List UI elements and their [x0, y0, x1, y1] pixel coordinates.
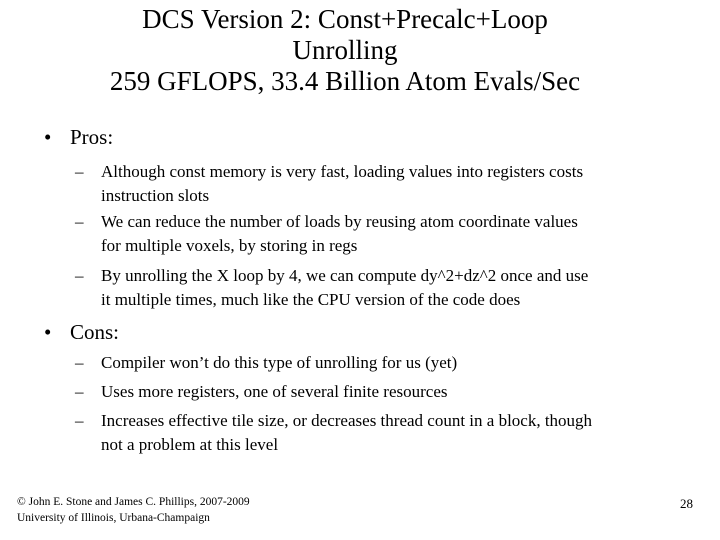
cons-label: Cons: — [70, 320, 120, 344]
bullet-dot-icon: • — [44, 125, 52, 149]
dash-icon: – — [75, 382, 84, 401]
dash-icon: – — [75, 212, 84, 231]
cons-item-1 — [75, 351, 700, 375]
bullet-dot-icon: • — [44, 320, 52, 344]
pros-item-3-line-1: By unrolling the X loop by 4, we can compute dy^2+dz^2 once and use — [101, 266, 589, 285]
slide-title — [0, 4, 690, 97]
pros-item-2-line-1: We can reduce the number of loads by reusing atom coordinate values — [101, 212, 578, 231]
pros-item-1-line-2: instruction slots — [101, 186, 210, 205]
cons-item-3-line-2: not a problem at this level — [101, 435, 279, 454]
pros-item-1 — [75, 160, 700, 208]
page-number: 28 — [680, 496, 693, 511]
title-line-1: DCS Version 2: Const+Precalc+Loop — [142, 4, 548, 34]
title-line-2: Unrolling — [292, 35, 398, 65]
pros-item-3 — [75, 264, 700, 312]
cons-item-1-line-1: Compiler won’t do this type of unrolling for us (yet) — [101, 353, 458, 372]
dash-icon: – — [75, 411, 84, 430]
pros-item-2-line-2: for multiple voxels, by storing in regs — [101, 236, 358, 255]
footer-copyright: © John E. Stone and James C. Phillips, 2007-2009 — [17, 496, 250, 508]
cons-item-2 — [75, 380, 700, 404]
footer — [17, 494, 250, 526]
cons-item-3 — [75, 409, 700, 457]
pros-item-1-line-1: Although const memory is very fast, loading values into registers costs — [101, 162, 584, 181]
dash-icon: – — [75, 353, 84, 372]
pros-label: Pros: — [70, 125, 114, 149]
title-line-3: 259 GFLOPS, 33.4 Billion Atom Evals/Sec — [109, 66, 581, 96]
cons-item-2-line-1: Uses more registers, one of several finite resources — [101, 382, 448, 401]
pros-item-3-line-2: it multiple times, much like the CPU version of the code does — [101, 290, 521, 309]
footer-institution: University of Illinois, Urbana-Champaign — [17, 512, 210, 524]
dash-icon: – — [75, 266, 84, 285]
cons-item-3-line-1: Increases effective tile size, or decreases thread count in a block, though — [101, 411, 593, 430]
dash-icon: – — [75, 162, 84, 181]
pros-item-2 — [75, 210, 700, 258]
